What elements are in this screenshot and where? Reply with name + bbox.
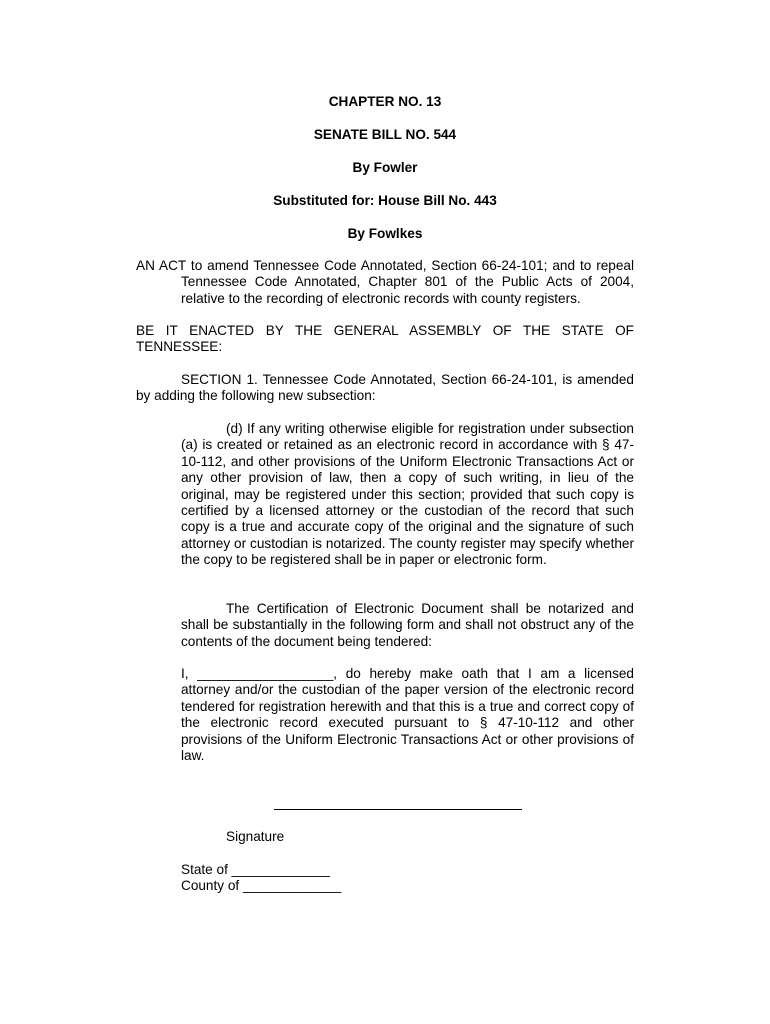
act-title: AN ACT to amend Tennessee Code Annotated, Section 66-24-101; and to repeal Tennessee Code Annotated, Chapter 801 of the Public Acts of 2004, relative to the recording of electronic records with county registers.: [136, 258, 634, 306]
bill-sponsor: By Fowler: [352, 160, 418, 175]
signature-line: [274, 809, 522, 810]
chapter-number: CHAPTER NO. 13: [328, 94, 442, 109]
house-sponsor: By Fowlkes: [347, 226, 423, 241]
signature-label: Signature: [226, 829, 285, 844]
oath-text: I, __________________, do hereby make oath that I am a licensed attorney and/or the custodian of the paper version of the electronic record tendered for registration herewith and that this is a true and correct copy of the electronic record executed pursuant to § 47-10-112 and other provisions of the Uniform Electronic Transactions Act or other provisions of law.: [181, 666, 634, 764]
section-1: SECTION 1. Tennessee Code Annotated, Section 66-24-101, is amended by adding the following new subsection:: [136, 372, 634, 404]
county-of-field: County of _____________: [181, 878, 342, 893]
state-of-field: State of _____________: [181, 862, 330, 877]
subsection-d: (d) If any writing otherwise eligible for registration under subsection (a) is created or retained as an electronic record in accordance with § 47-10-112, and other provisions of the Uniform Electronic Transactions Act or any other provision of law, then a copy of such writing, in lieu of the original, may be registered under this section; provided that such copy is certified by a licensed attorney or the custodian of the record that such copy is a true and accurate copy of the original and the signature of such attorney or custodian is notarized. The county register may specify whether the copy to be registered shall be in paper or electronic form.: [181, 421, 634, 568]
substituted-for: Substituted for: House Bill No. 443: [273, 193, 497, 208]
certification-intro: The Certification of Electronic Document shall be notarized and shall be substantially in the following form and shall not obstruct any of the contents of the document being tendered:: [181, 601, 634, 649]
enacting-clause: BE IT ENACTED BY THE GENERAL ASSEMBLY OF THE STATE OF TENNESSEE:: [136, 323, 634, 355]
senate-bill-number: SENATE BILL NO. 544: [313, 127, 457, 142]
